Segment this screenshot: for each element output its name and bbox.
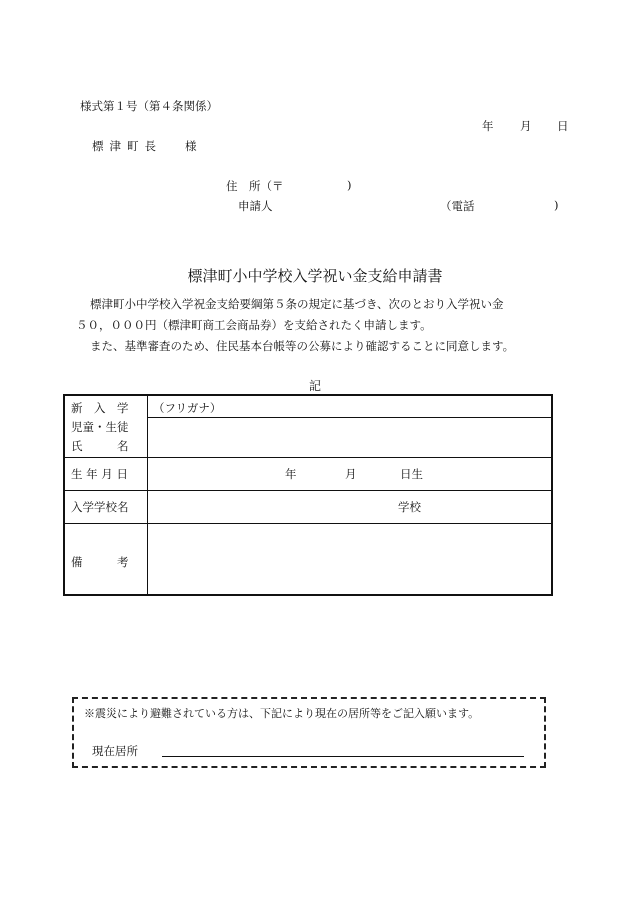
address-paren-close: ) — [347, 178, 352, 192]
current-residence-field[interactable] — [162, 756, 524, 757]
row-divider-3 — [65, 523, 551, 524]
row-divider-1 — [65, 457, 551, 458]
birthdate-day: 日生 — [400, 467, 423, 481]
address-label: 住 所（〒 — [226, 179, 284, 193]
form-number: 様式第１号（第４条関係） — [80, 99, 218, 113]
date-day-label: 日 — [557, 119, 569, 133]
name-row-label-line-3: 氏 名 — [71, 439, 129, 453]
remarks-label: 備 考 — [71, 555, 129, 569]
school-suffix: 学校 — [398, 500, 421, 514]
date-month-label: 月 — [520, 119, 532, 133]
document-title: 標津町小中学校入学祝い金支給申請書 — [187, 267, 443, 285]
addressee-name: 標津町長 — [92, 139, 162, 153]
body-text-line-2: ５０，０００円（標津町商工会商品券）を支給されたく申請します。 — [76, 318, 432, 332]
remarks-field[interactable] — [149, 525, 551, 594]
furigana-label: （フリガナ） — [153, 401, 222, 415]
phone-paren-close: ) — [554, 198, 559, 212]
row-divider-2 — [65, 490, 551, 491]
label-column-divider — [147, 396, 148, 594]
evacuee-note-box — [72, 697, 546, 768]
furigana-divider — [147, 417, 551, 418]
birthdate-year: 年 — [285, 467, 297, 481]
school-name-label: 入学学校名 — [71, 500, 129, 514]
addressee-honorific: 様 — [185, 139, 197, 153]
birthdate-month: 月 — [345, 467, 357, 481]
date-year-label: 年 — [482, 119, 494, 133]
evacuee-note-text: ※震災により避難されている方は、下記により現在の居所等をご記入願います。 — [84, 707, 480, 720]
body-text-line-1: 標津町小中学校入学祝金支給要綱第５条の規定に基づき、次のとおり入学祝い金 — [90, 297, 504, 311]
ki-label: 記 — [308, 379, 321, 393]
application-table — [63, 394, 553, 596]
name-row-label-line-2: 児童・生徒 — [71, 420, 129, 434]
body-text-line-3: また、基準審査のため、住民基本台帳等の公募により確認することに同意します。 — [90, 339, 515, 353]
phone-label: （電話 — [440, 199, 475, 213]
name-row-label-line-1: 新 入 学 — [71, 401, 129, 415]
applicant-label: 申請人 — [238, 199, 273, 213]
birthdate-label: 生 年 月 日 — [71, 467, 128, 481]
name-field[interactable] — [149, 419, 551, 456]
current-residence-label: 現在居所 — [92, 744, 138, 758]
